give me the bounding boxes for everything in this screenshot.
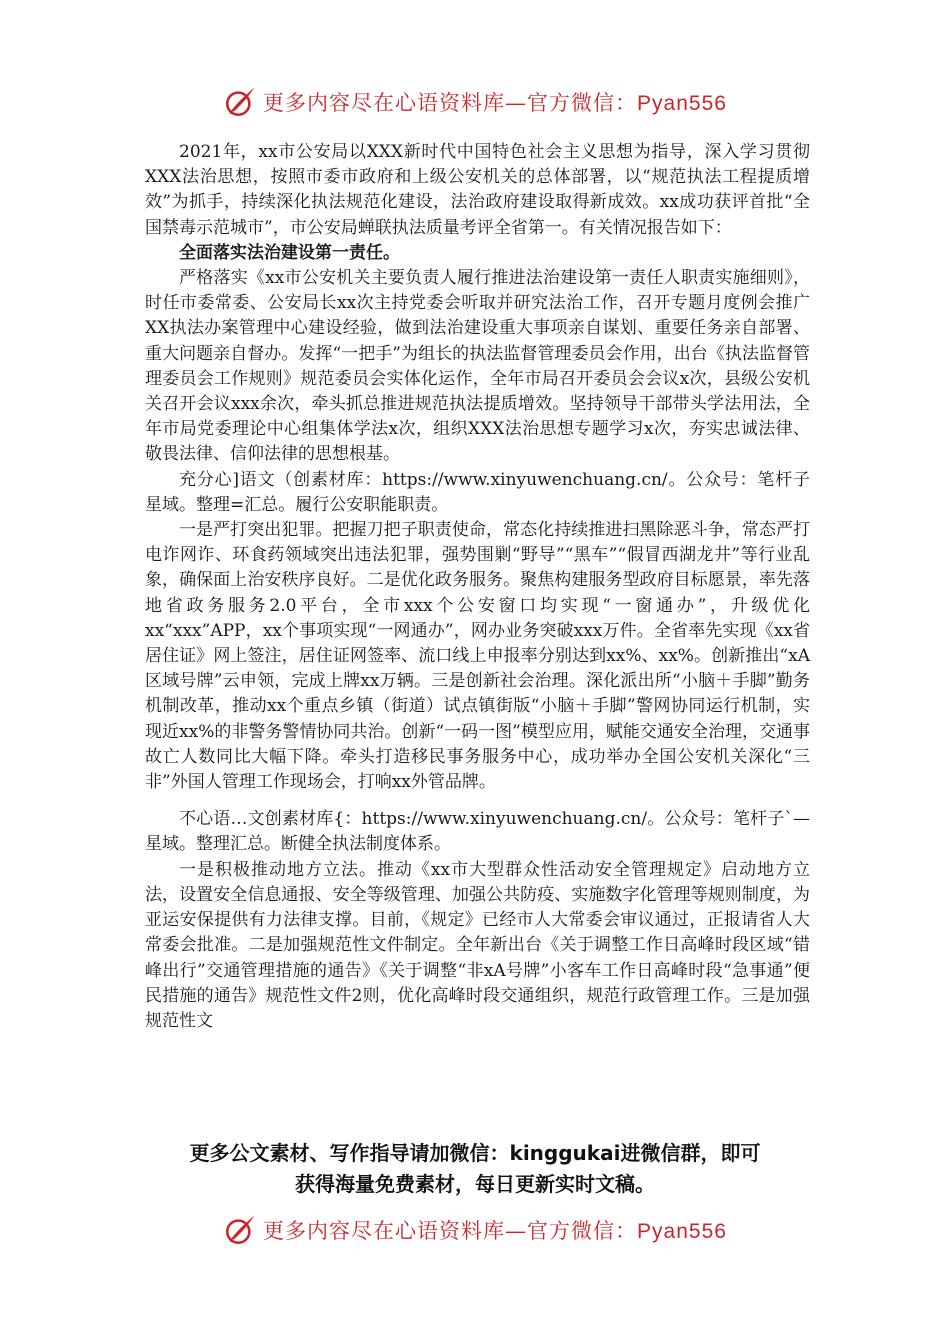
promo-line: 更多公文素材、写作指导请加微信：kinggukai进微信群，即可 bbox=[189, 1141, 761, 1165]
body-paragraph: 一是严打突出犯罪。把握刀把子职责使命，常态化持续推进扫黑除恶斗争，常态严打电诈网诈、环食药领域突出违法犯罪，强势围剿“野导”“黑车”“假冒西湖龙井”等行业乱象，确保面上治安秩序良好。二是优化政务服务。聚焦构建服务型政府目标愿景，率先落地省政务服务2.0平台，全市xxx个公安窗口均实现“一窗通办”，升级优化xx“xxx”APP，xx个事项实现“一网通办”，网办业务突破xxx万件。全省率先实现《xx省居住证》网上签注，居住证网签率、流口线上申报率分别达到xx%、xx%。创新推出“xA区域号牌”云申领，完成上牌xx万辆。三是创新社会治理。深化派出所“小脑＋手脚”勤务机制改革，推动xx个重点乡镇（街道）试点镇街版“小脑＋手脚”警网协同运行机制，实现近xx%的非警务警情协同共治。创新“一码一图”模型应用，赋能交通安全治理，交通事故亡人数同比大幅下降。牵头打造移民事务服务中心，成功举办全国公安机关深化“三非”外国人管理工作现场会，打响xx外管品牌。 bbox=[145, 520, 810, 793]
page-footer-banner bbox=[0, 1210, 950, 1250]
banner-text bbox=[263, 1215, 727, 1245]
wechat-handle: Pyan556 bbox=[637, 1220, 727, 1243]
banner-label: 更多内容尽在心语资料库—官方微信： bbox=[263, 1219, 638, 1243]
quill-pen-logo-icon bbox=[223, 85, 257, 119]
banner-text bbox=[263, 87, 727, 117]
body-paragraph: 一是积极推动地方立法。推动《xx市大型群众性活动安全管理规定》启动地方立法，设置安全信息通报、安全等级管理、加强公共防疫、实施数字化管理等规则制度，为亚运安保提供有力法律支撑。目前，《规定》已经市人大常委会审议通过，正报请省人大常委会批准。二是加强规范性文件制定。全年新出台《关于调整工作日高峰时段区域“错峰出行”交通管理措施的通告》《关于调整“非xA号牌”小客车工作日高峰时段“急事通”便民措施的通告》规范性文件2则，优化高峰时段交通组织，规范行政管理工作。三是加强规范性文 bbox=[145, 859, 810, 1031]
section-heading: 全面落实法治建设第一责任。 bbox=[179, 242, 400, 263]
promo-line: 获得海量免费素材，每日更新实时文稿。 bbox=[295, 1172, 655, 1196]
quill-pen-logo-icon bbox=[223, 1213, 257, 1247]
body-paragraph: 严格落实《xx市公安机关主要负责人履行推进法治建设第一责任人职责实施细则》，时任市委常委、公安局长xx次主持党委会听取并研究法治工作，召开专题月度例会推广XX执法办案管理中心建设经验，做到法治建设重大事项亲自谋划、重要任务亲自部署、重大问题亲自督办。发挥“一把手”为组长的执法监督管理委员会作用，出台《执法监督管理委员会工作规则》规范委员会实体化运作，全年市局召开委员会会议x次，县级公安机关召开会议xxx余次，牵头抓总推进规范执法提质增效。坚持领导干部带头学法用法，全年市局党委理论中心组集体学法x次，组织XXX法治思想专题学习x次，夯实忠诚法律、敬畏法律、信仰法律的思想根基。 bbox=[145, 268, 810, 465]
watermark-paragraph: 不心语…文创素材库{：https://www.xinyuwenchuang.cn/。公众号：笔杆子`—星域。整理汇总。断健全执法制度体系。 bbox=[145, 809, 810, 855]
watermark-paragraph: 充分心]语文（创素材库：https://www.xinyuwenchuang.cn/。公众号：笔杆子星域。整理=汇总。履行公安职能职责。 bbox=[145, 469, 810, 515]
intro-paragraph: 2021年，xx市公安局以XXX新时代中国特色社会主义思想为指导，深入学习贯彻XXX法治思想，按照市委市政府和上级公安机关的总体部署，以“规范执法工程提质增效”为抓手，持续深化执法规范化建设，法治政府建设取得新成效。xx成功获评首批“全国禁毒示范城市”，市公安局蝉联执法质量考评全省第一。有关情况报告如下： bbox=[145, 142, 810, 238]
wechat-handle: Pyan556 bbox=[637, 92, 727, 115]
document-body bbox=[145, 140, 810, 1034]
promo-notice bbox=[100, 1138, 850, 1200]
banner-label: 更多内容尽在心语资料库—官方微信： bbox=[263, 91, 638, 115]
page-header-banner bbox=[0, 82, 950, 122]
